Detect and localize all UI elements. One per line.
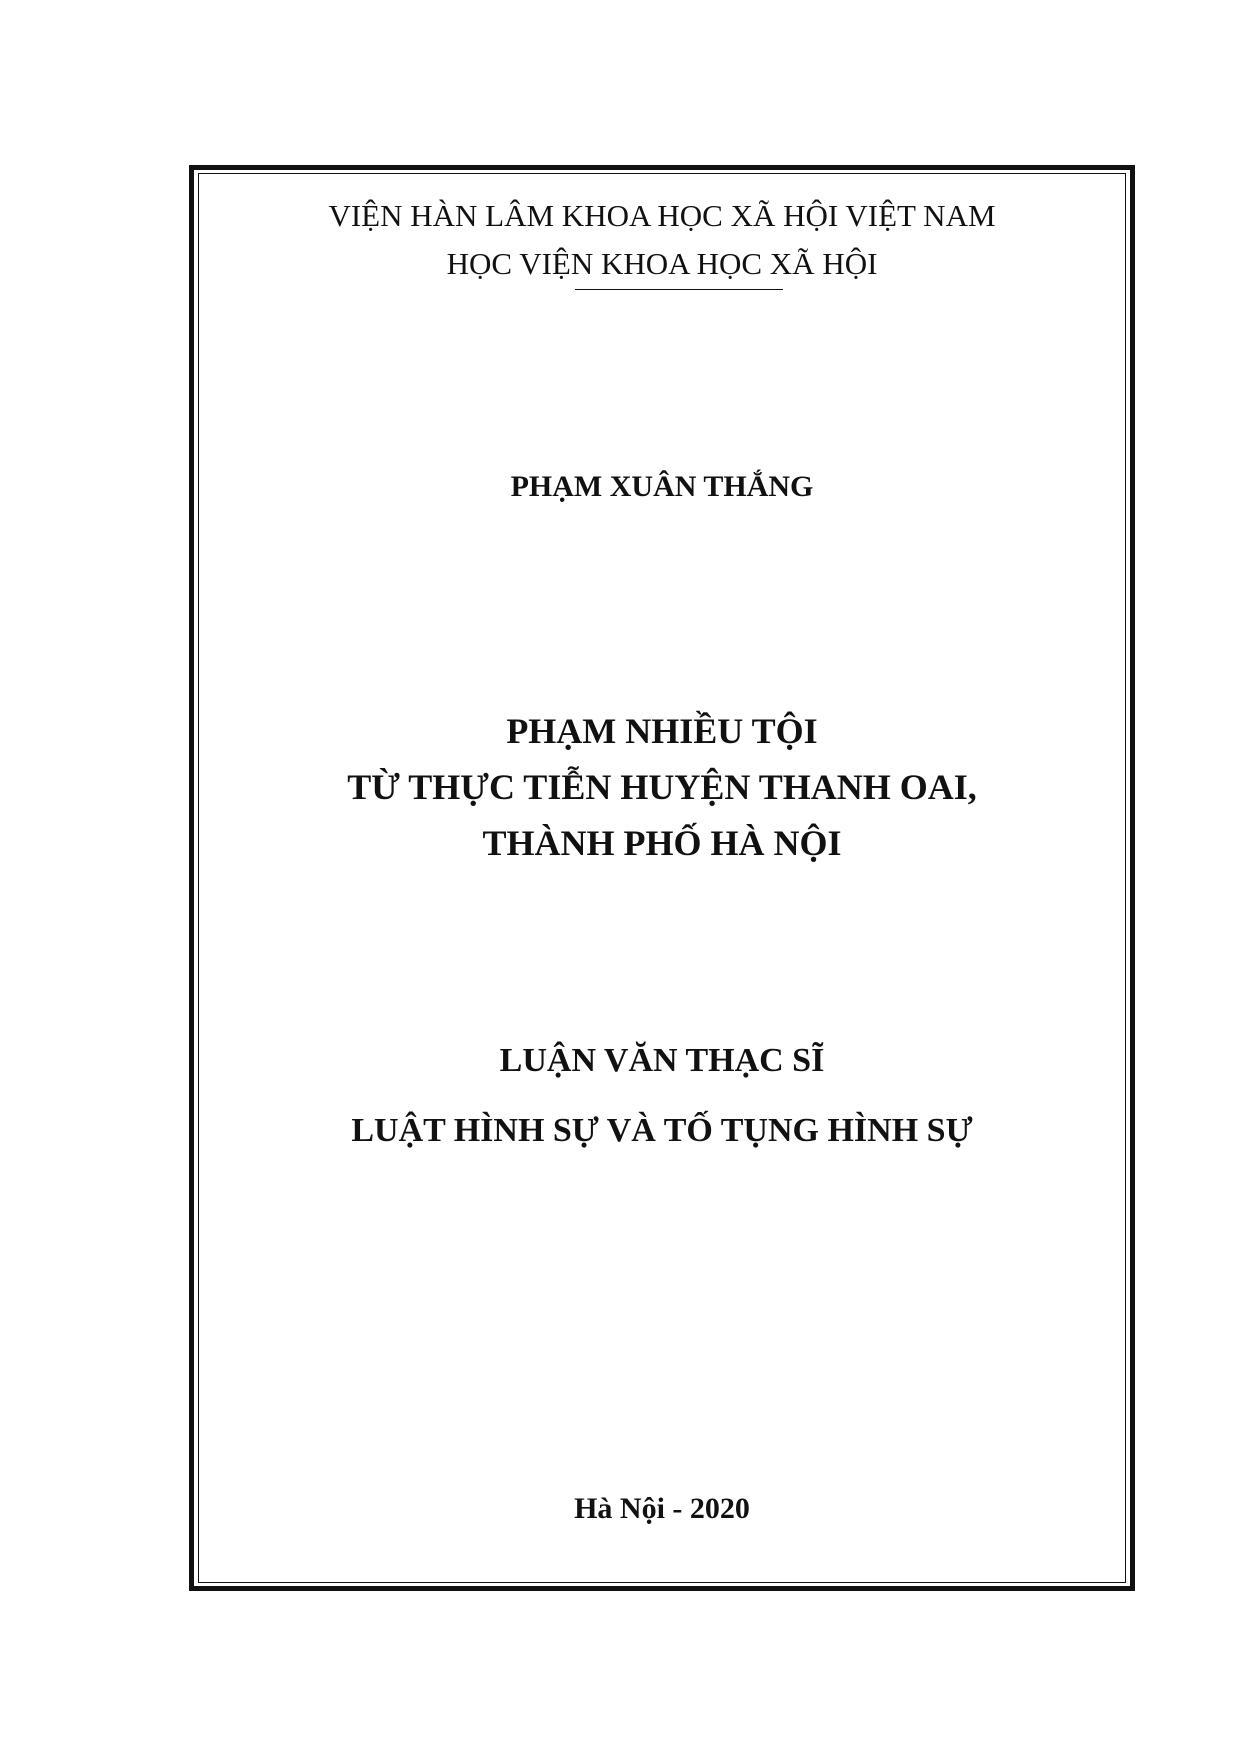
academy-name: HỌC VIỆN KHOA HỌC XÃ HỘI	[446, 246, 878, 281]
thesis-title-line-1: PHẠM NHIỀU TỘI	[506, 711, 818, 751]
thesis-title-line-3: THÀNH PHỐ HÀ NỘI	[482, 823, 842, 863]
author-name: PHẠM XUÂN THẮNG	[510, 470, 814, 503]
cover-inner-border	[198, 173, 1126, 1583]
degree-type: LUẬN VĂN THẠC SĨ	[499, 1042, 825, 1079]
degree-major: LUẬT HÌNH SỰ VÀ TỐ TỤNG HÌNH SỰ	[351, 1112, 973, 1149]
academy-underline	[575, 289, 783, 290]
thesis-title-line-2: TỪ THỰC TIỄN HUYỆN THANH OAI,	[347, 767, 977, 807]
place-and-year: Hà Nội - 2020	[574, 1492, 750, 1525]
institution-name: VIỆN HÀN LÂM KHOA HỌC XÃ HỘI VIỆT NAM	[328, 198, 996, 233]
